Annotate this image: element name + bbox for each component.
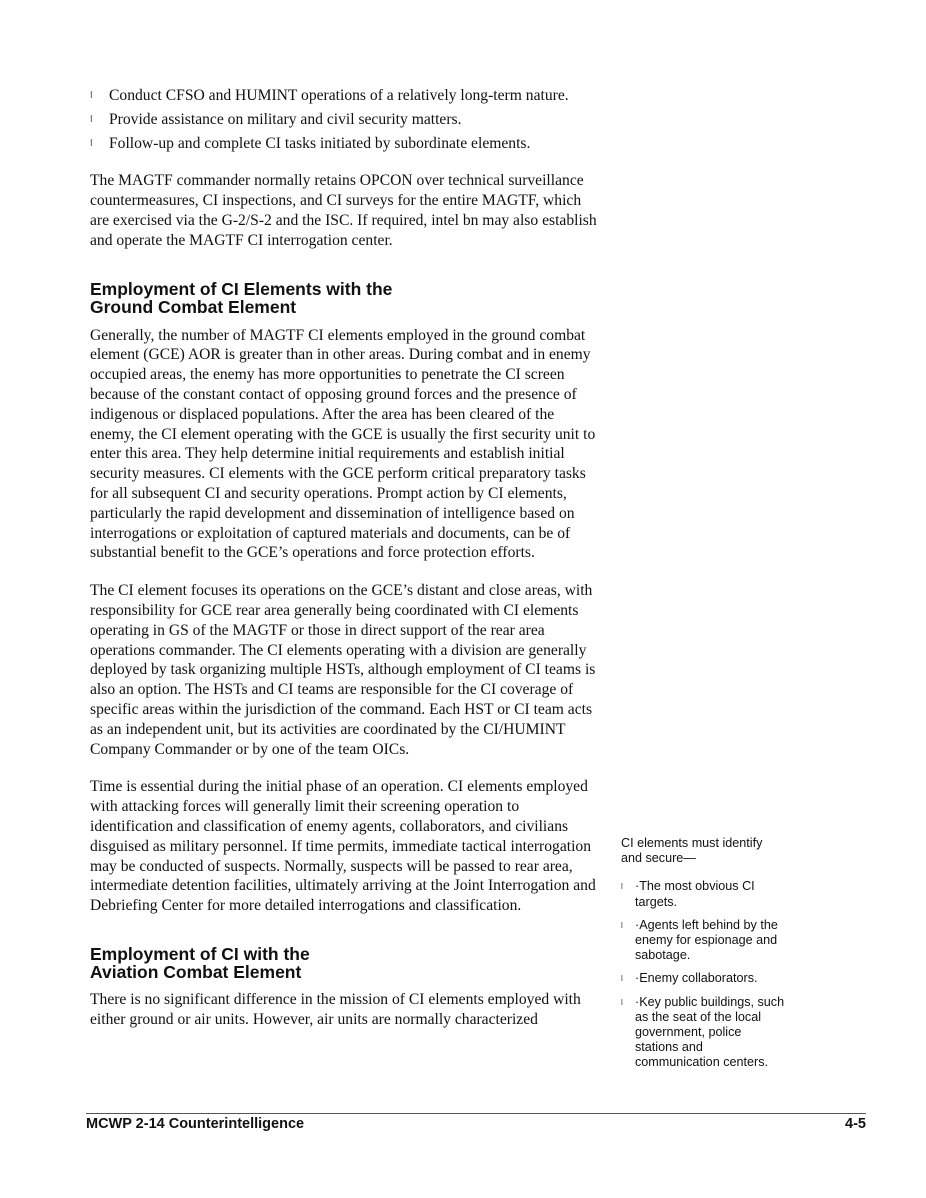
list-item [621,879,786,909]
bullet-icon: l [621,920,623,930]
bullet-text: Follow-up and complete CI tasks initiated by subordinate elements. [109,134,531,152]
body-paragraph: Generally, the number of MAGTF CI elements employed in the ground combat element (GCE) AOR is greater than in other areas. During combat and in enemy occupied areas, the enemy has more opportunities to penetrate the CI screen because of the constant contact of opposing ground forces and the presence of indigenous or displaced populations. After the area has been cleared of the enemy, the CI element operating with the GCE is usually the first security unit to enter this area. They help determine initial requirements and establish initial security measures. CI elements with the GCE perform critical preparatory tasks for all subsequent CI and security operations. Prompt action by CI elements, particularly the rapid development and dissemination of intelligence based on interrogations or exploitation of captured materials and documents, can be of substantial benefit to the GCE’s operations and force protection efforts. [90,326,596,562]
list-item [621,995,786,1071]
body-paragraph: The CI element focuses its operations on the GCE’s distant and close areas, with responsibility for GCE rear area generally being coordinated with CI elements operating in GS of the MAGTF or those in direct support of the rear area operations commander. The CI elements operating with a division are generally deployed by task organizing multiple HSTs, although employment of CI teams is also an option. The HSTs and CI teams are responsible for the CI coverage of specific areas within the jurisdiction of the command. Each HST or CI team acts as an independent unit, but its activities are coordinated by the CI/HUMINT Company Commander or by one of the team OICs. [90,582,596,758]
margin-note-intro: CI elements must identify and secure— [621,836,763,866]
margin-note [621,836,786,1079]
bullet-list [90,86,602,153]
bullet-icon: l [90,114,93,125]
body-paragraph: Time is essential during the initial phase of an operation. CI elements employed with attacking forces will generally limit their screening operation to identification and classification of enemy agents, collaborators, and civilians disguised as military personnel. If time permits, immediate tactical interrogation may be conducted of suspects. Normally, suspects will be passed to rear area, intermediate detention facilities, ultimately arriving at the Joint Interrogation and Debriefing Center for more detailed interrogations and classification. [90,778,596,915]
main-column [90,86,602,1029]
bullet-text: Provide assistance on military and civil security matters. [109,110,462,128]
heading-line: Aviation Combat Element [90,961,302,982]
page-footer [86,1116,866,1136]
list-item [90,134,602,154]
margin-note-item: ·The most obvious CI targets. [635,879,755,909]
margin-note-item: ·Key public buildings, such as the seat of the local government, police stations and communication centers. [635,994,785,1070]
margin-note-list [621,879,786,1070]
bullet-text: Conduct CFSO and HUMINT operations of a relatively long-term nature. [109,87,569,104]
heading-line: Employment of CI Elements with the [90,278,393,299]
bullet-icon: l [90,91,93,101]
section-heading-ace [90,945,602,981]
list-item [90,86,602,106]
bullet-icon: l [621,882,623,892]
body-paragraph: There is no significant difference in the mission of CI elements employed with either ground or air units. However, air units are normally characterized [90,990,581,1028]
heading-line: Employment of CI with the [90,943,310,964]
footer-divider [86,1113,866,1114]
page-number: 4-5 [845,1116,866,1132]
margin-note-item: ·Enemy collaborators. [635,971,758,986]
margin-note-item: ·Agents left behind by the enemy for espionage and sabotage. [635,917,778,963]
list-item [621,971,786,986]
section-heading-gce [90,280,602,316]
footer-title: MCWP 2-14 Counterintelligence [86,1116,305,1132]
heading-line: Ground Combat Element [90,296,297,317]
bullet-icon: l [621,974,623,984]
intro-paragraph: The MAGTF commander normally retains OPCON over technical surveillance countermeasures, CI inspections, and CI surveys for the entire MAGTF, which are exercised via the G-2/S-2 and the ISC. If required, intel bn may also establish and operate the MAGTF CI interrogation center. [90,172,597,249]
list-item [621,918,786,964]
bullet-icon: l [621,997,623,1007]
bullet-icon: l [90,138,93,149]
list-item [90,110,602,130]
